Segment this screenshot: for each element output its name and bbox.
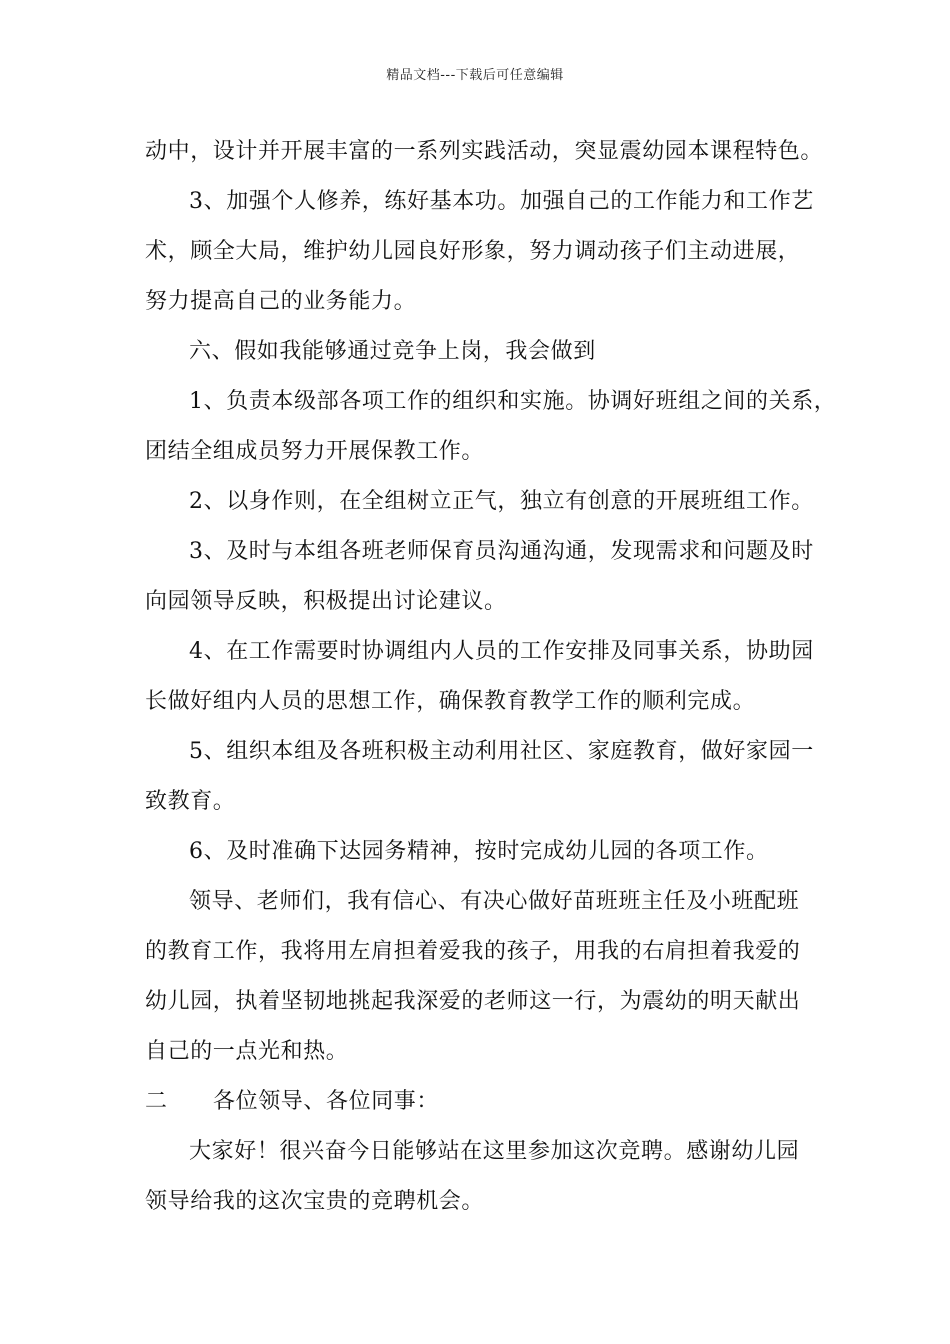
text-line: 的教育工作，我将用左肩担着爱我的孩子，用我的右肩担着我爱的 [145,939,801,964]
text-line: 1、负责本级部各项工作的组织和实施。协调好班组之间的关系， [189,389,837,414]
text-line: 自己的一点光和热。 [145,1039,349,1064]
text-line: 大家好！很兴奋今日能够站在这里参加这次竞聘。感谢幼儿园 [189,1139,800,1164]
document-body [145,132,837,1232]
text-line: 领导、老师们，我有信心、有决心做好苗班班主任及小班配班 [189,889,800,914]
text-line: 幼儿园，执着坚韧地挑起我深爱的老师这一行，为震幼的明天献出 [145,989,801,1014]
section-heading [145,1082,817,1132]
text-line: 致教育。 [145,789,236,814]
text-line: 2、以身作则，在全组树立正气，独立有创意的开展班组工作。 [189,489,814,514]
text-line: 团结全组成员努力开展保教工作。 [145,439,485,464]
text-line: 长做好组内人员的思想工作，确保教育教学工作的顺利完成。 [145,689,756,714]
section-number: 二 [145,1089,168,1114]
text-line: 5、组织本组及各班积极主动利用社区、家庭教育，做好家园一 [189,739,814,764]
page-header: 精品文档---下载后可任意编辑 [386,68,564,83]
text-line: 6、及时准确下达园务精神，按时完成幼儿园的各项工作。 [189,839,769,864]
text-line: 3、加强个人修养，练好基本功。加强自己的工作能力和工作艺 [189,189,814,214]
text-line: 领导给我的这次宝贵的竞聘机会。 [145,1189,485,1214]
text-line: 努力提高自己的业务能力。 [145,289,417,314]
text-line: 动中，设计并开展丰富的一系列实践活动，突显震幼园本课程特色。 [145,139,824,164]
text-line: 术，顾全大局，维护幼儿园良好形象，努力调动孩子们主动进展， [145,239,801,264]
text-line: 3、及时与本组各班老师保育员沟通沟通，发现需求和问题及时 [189,539,814,564]
text-line: 向园领导反映，积极提出讨论建议。 [145,589,507,614]
text-line: 4、在工作需要时协调组内人员的工作安排及同事关系，协助园 [189,639,814,664]
section-title: 各位领导、各位同事： [213,1089,440,1114]
text-line: 六、假如我能够通过竞争上岗，我会做到 [189,339,596,364]
